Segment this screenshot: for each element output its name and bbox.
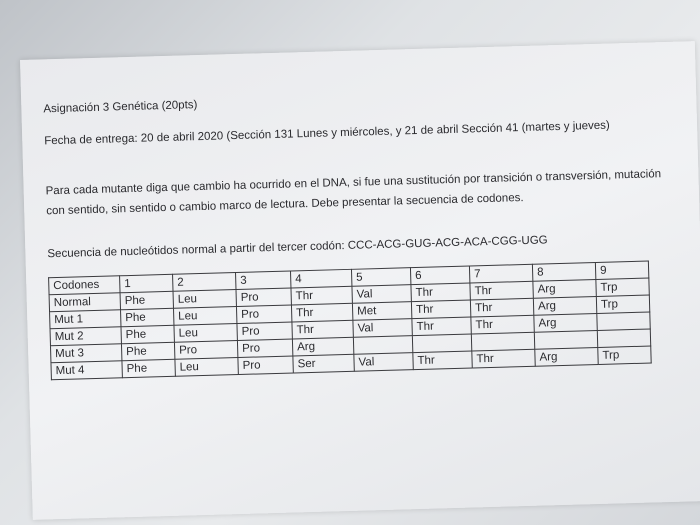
header-cell: 2 [173, 273, 236, 292]
header-cell: 1 [120, 274, 173, 292]
instructions-paragraph: Para cada mutante diga que cambio ha ocurrido en el DNA, si fue una sustitución por transición o transversión, mutación con sentido, sin sentido o cambio marco de lectura. Debe presentar la secuencia de codones. [45, 168, 662, 218]
table-cell: Pro [236, 288, 291, 307]
table-cell: Thr [472, 349, 535, 368]
table-cell: Arg [533, 297, 596, 316]
table-cell: Thr [470, 281, 533, 300]
table-cell: Leu [173, 307, 236, 326]
table-cell: Phe [121, 342, 174, 360]
table-cell: Arg [292, 337, 353, 356]
table-cell: Ser [293, 354, 354, 373]
table-cell: Leu [174, 324, 237, 343]
table-cell: Arg [535, 347, 598, 366]
table-cell: Thr [411, 300, 470, 319]
table-cell [534, 330, 597, 349]
table-cell: Thr [292, 320, 353, 339]
table-cell: Trp [596, 295, 649, 313]
table-cell: Leu [173, 290, 236, 309]
table-cell [471, 332, 534, 351]
table-cell [597, 312, 650, 330]
table-cell: Pro [174, 341, 237, 360]
codon-table [48, 261, 652, 381]
paper-sheet [20, 41, 700, 520]
table-cell: Phe [120, 291, 173, 309]
header-cell: 8 [532, 263, 595, 282]
normal-sequence-line: Secuencia de nucleótidos normal a partir del tercer codón: CCC-ACG-GUG-ACG-ACA-CGG-UGG [47, 234, 548, 261]
header-cell: 3 [236, 271, 291, 290]
table-cell: Pro [238, 356, 293, 375]
table-cell: Phe [121, 325, 174, 343]
table-cell [597, 329, 650, 347]
table-cell: Val [353, 319, 412, 338]
table-cell: Leu [175, 358, 238, 377]
header-cell: 4 [290, 269, 351, 288]
table-cell [353, 336, 412, 355]
row-label: Normal [49, 293, 120, 312]
table-cell: Pro [237, 322, 292, 341]
row-label: Mut 4 [51, 361, 122, 380]
table-cell: Thr [412, 317, 471, 336]
table-cell: Phe [122, 359, 175, 377]
header-cell: 9 [595, 261, 648, 279]
row-label: Mut 2 [50, 327, 121, 346]
assignment-title: Asignación 3 Genética (20pts) [43, 99, 198, 116]
table-cell: Met [352, 302, 411, 321]
table-cell: Phe [121, 308, 174, 326]
header-cell: 5 [351, 268, 410, 287]
table-cell: Thr [411, 283, 470, 302]
table-cell: Thr [291, 303, 352, 322]
header-cell: 7 [469, 264, 532, 283]
row-label: Mut 1 [50, 310, 121, 329]
table-cell: Arg [534, 313, 597, 332]
table-cell [412, 334, 471, 353]
table-cell: Trp [596, 278, 649, 296]
table-cell: Arg [533, 280, 596, 299]
table-cell: Pro [236, 305, 291, 324]
due-date-line: Fecha de entrega: 20 de abril 2020 (Sección 131 Lunes y miércoles, y 21 de abril Sección 41 (martes y jueves) [44, 119, 610, 148]
table-cell: Thr [471, 315, 534, 334]
table-cell: Val [352, 285, 411, 304]
table-cell: Thr [291, 286, 352, 305]
table-cell: Trp [598, 346, 651, 364]
table-cell: Thr [470, 298, 533, 317]
table-cell: Pro [237, 339, 292, 358]
table-cell: Thr [413, 351, 472, 370]
row-label: Mut 3 [50, 344, 121, 363]
header-cell: Codones [49, 276, 120, 295]
table-cell: Val [354, 353, 413, 372]
header-cell: 6 [410, 266, 469, 285]
